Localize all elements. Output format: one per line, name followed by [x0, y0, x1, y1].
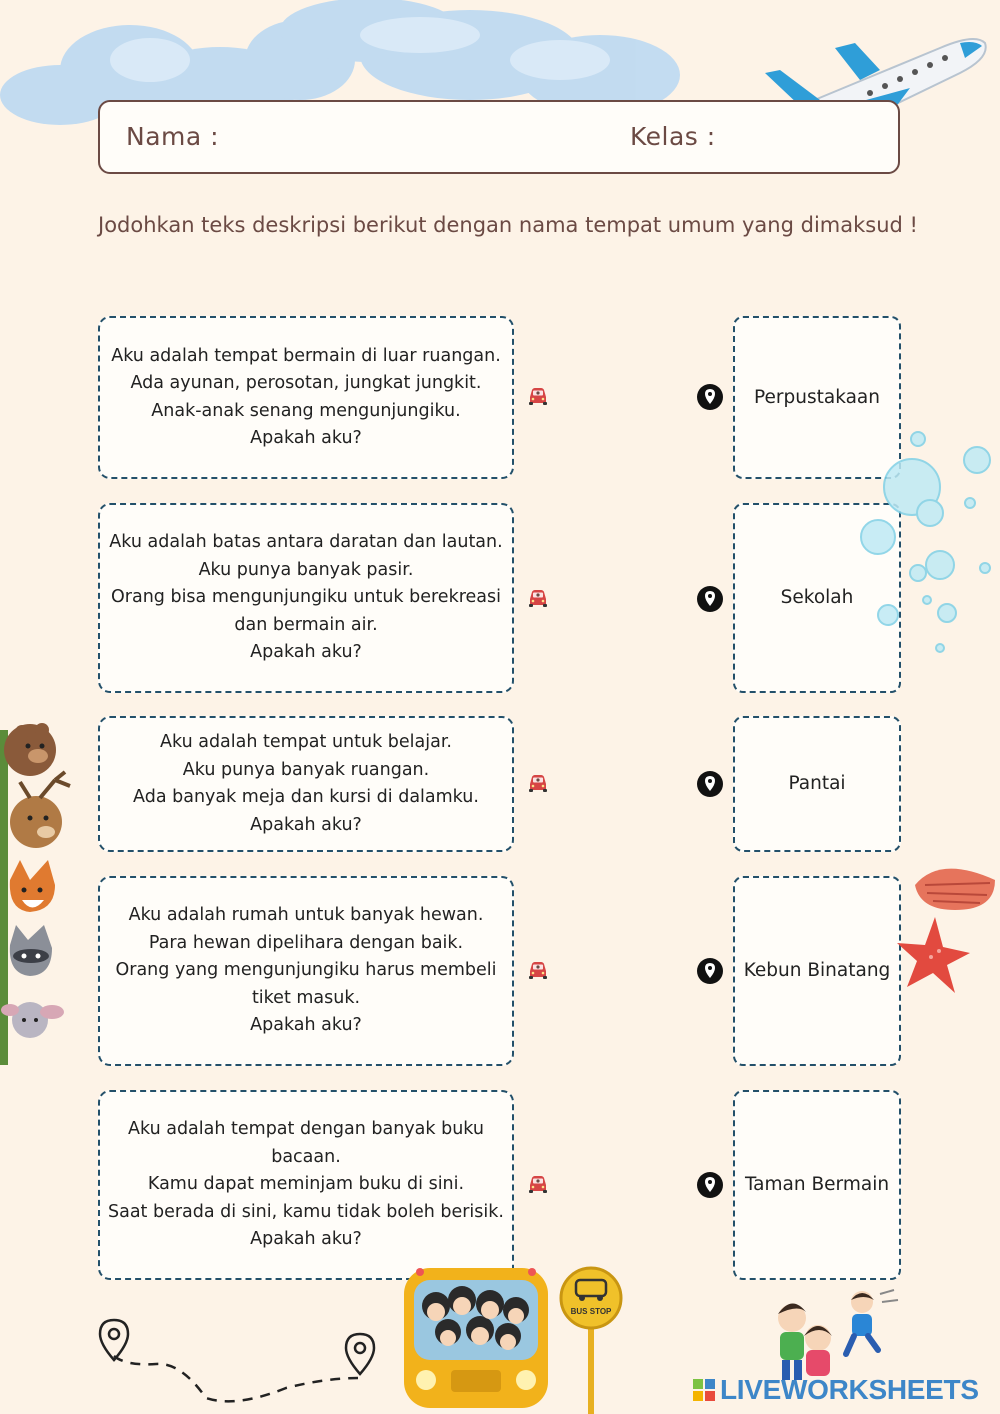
place-box-4[interactable] — [733, 876, 901, 1066]
location-pin-icon[interactable] — [696, 1171, 724, 1199]
description-line: Aku adalah tempat dengan banyak buku bacaan. — [128, 1119, 484, 1167]
description-box-5 — [98, 1090, 514, 1280]
name-label: Nama : — [126, 122, 220, 151]
description-line: Aku punya banyak ruangan. — [182, 759, 430, 780]
place-label: Pantai — [788, 773, 846, 794]
seashell-starfish-decoration — [895, 855, 1000, 1000]
description-line: Kamu dapat meminjam buku di sini. — [147, 1174, 465, 1195]
student-info-box — [98, 100, 900, 174]
car-icon[interactable] — [526, 958, 550, 982]
liveworksheets-brand-text: LIVEWORKSHEETS — [720, 1374, 979, 1405]
description-line: Orang yang mengunjungiku harus membeli tiket masuk. — [115, 960, 497, 1008]
car-icon[interactable] — [526, 1172, 550, 1196]
place-box-5[interactable] — [733, 1090, 901, 1280]
description-line: Ada ayunan, perosotan, jungkat jungkit. — [130, 373, 482, 393]
description-line: Apakah aku? — [250, 428, 362, 448]
description-line: Anak-anak senang mengunjungiku. — [151, 400, 461, 421]
liveworksheets-logo[interactable] — [692, 1372, 979, 1408]
description-line: Aku adalah batas antara daratan dan lautan. — [109, 532, 503, 553]
description-line: Aku adalah tempat bermain di luar ruangan. — [111, 345, 501, 366]
school-bus-illustration — [396, 1258, 556, 1414]
location-pin-icon[interactable] — [696, 770, 724, 798]
description-line: Apakah aku? — [250, 642, 362, 663]
description-box-3 — [98, 716, 514, 852]
bus-stop-label: BUS STOP — [570, 1307, 612, 1316]
description-line: Saat berada di sini, kamu tidak boleh berisik. — [108, 1201, 504, 1222]
description-box-1 — [98, 316, 514, 479]
place-label: Perpustakaan — [754, 386, 880, 408]
description-line: Aku adalah rumah untuk banyak hewan. — [128, 905, 484, 926]
description-line: Apakah aku? — [250, 814, 362, 835]
car-icon[interactable] — [526, 586, 550, 610]
description-line: Apakah aku? — [250, 1229, 362, 1250]
bus-stop-sign — [556, 1266, 626, 1414]
description-line: Aku punya banyak pasir. — [198, 559, 414, 580]
description-line: Orang bisa mengunjungiku untuk berekreasi dan bermain air. — [111, 587, 501, 635]
instruction-text: Jodohkan teks deskripsi berikut dengan nama tempat umum yang dimaksud ! — [98, 213, 918, 237]
description-line: Aku adalah tempat untuk belajar. — [160, 732, 452, 752]
car-icon[interactable] — [526, 384, 550, 408]
place-label: Kebun Binatang — [743, 960, 891, 981]
description-line: Para hewan dipelihara dengan baik. — [148, 932, 464, 953]
location-pin-icon[interactable] — [696, 585, 724, 613]
place-label: Taman Bermain — [744, 1174, 890, 1195]
liveworksheets-logo-icon — [692, 1378, 716, 1402]
place-label: Sekolah — [780, 587, 854, 608]
description-line: Apakah aku? — [250, 1015, 362, 1036]
location-pin-icon[interactable] — [696, 957, 724, 985]
description-box-4 — [98, 876, 514, 1066]
car-icon[interactable] — [526, 771, 550, 795]
place-box-3[interactable] — [733, 716, 901, 852]
bubbles-decoration — [855, 425, 1000, 660]
description-box-2 — [98, 503, 514, 693]
description-line: Ada banyak meja dan kursi di dalamku. — [133, 787, 479, 807]
dotted-route-decoration — [96, 1316, 386, 1408]
animals-decoration — [0, 720, 92, 1065]
location-pin-icon[interactable] — [696, 383, 724, 411]
class-label: Kelas : — [630, 122, 716, 151]
